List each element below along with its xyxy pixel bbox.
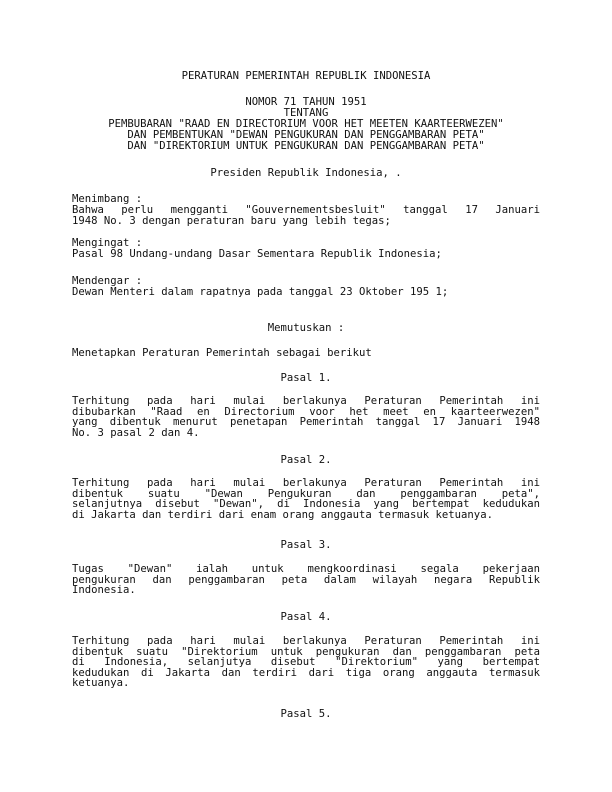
establish-line: Menetapkan Peraturan Pemerintah sebagai berikut: [72, 347, 372, 359]
president-line: Presiden Republik Indonesia, .: [210, 167, 402, 179]
decide-heading: Memutuskan :: [267, 322, 345, 334]
text-line: ketuanya.: [72, 677, 130, 690]
text-line: dibentuk suatu "Direktorium untuk pengukuran dan penggambaran peta: [72, 645, 540, 658]
recalling-heading: Mengingat :: [72, 237, 143, 249]
article-body: [72, 478, 540, 520]
subject-line-2: DAN PEMBENTUKAN "DEWAN PENGUKURAN DAN PENGGAMBARAN PETA": [127, 129, 485, 141]
text-line: Bahwa perlu mengganti "Gouvernementsbesluit" tanggal 17 Januari: [72, 204, 540, 216]
subject-line-1: PEMBUBARAN "RAAD EN DIRECTORIUM VOOR HET MEETEN KAARTEERWEZEN": [108, 118, 504, 130]
article-body: [72, 396, 540, 438]
article-title: Pasal 5.: [280, 708, 332, 720]
text-line: pengukuran dan penggambaran peta dalam wilayah negara Republik: [72, 573, 540, 586]
article-title: Pasal 2.: [280, 454, 332, 466]
hearing-heading: Mendengar :: [72, 275, 143, 287]
document-title: PERATURAN PEMERINTAH REPUBLIK INDONESIA: [181, 70, 431, 82]
text-line: No. 3 pasal 2 dan 4.: [72, 426, 200, 439]
article-title: Pasal 1.: [280, 372, 332, 384]
subject-line-3: DAN "DIREKTORIUM UNTUK PENGUKURAN DAN PENGGAMBARAN PETA": [127, 140, 485, 152]
recalling-text: Pasal 98 Undang-undang Dasar Sementara Republik Indonesia;: [72, 248, 442, 260]
text-line: di Indonesia, selanjutya disebut "Direktorium" yang bertempat: [72, 656, 540, 669]
text-line: selanjutnya disebut "Dewan", di Indonesia yang bertempat kedudukan: [72, 498, 540, 511]
article-body: [72, 564, 540, 596]
text-line: Tugas "Dewan" ialah untuk mengkoordinasi segala pekerjaan: [72, 563, 540, 575]
text-line: dibubarkan "Raad en Directorium voor het meet en kaarteerwezen": [72, 405, 540, 418]
text-line: kedudukan di Jakarta dan terdiri dari tiga orang anggauta termasuk: [72, 666, 540, 679]
about-label: TENTANG: [283, 107, 329, 119]
text-line: Terhitung pada hari mulai berlakunya Peraturan Pemerintah ini: [72, 477, 540, 489]
text-line: di Jakarta dan terdiri dari enam orang anggauta termasuk ketuanya.: [72, 508, 493, 521]
article-title: Pasal 4.: [280, 611, 332, 623]
text-line: dibentuk suatu "Dewan Pengukuran dan penggambaran peta",: [72, 487, 540, 500]
hearing-text: Dewan Menteri dalam rapatnya pada tanggal 23 Oktober 195 1;: [72, 286, 449, 298]
text-line: 1948 No. 3 dengan peraturan baru yang lebih tegas;: [72, 214, 391, 227]
considering-heading: Menimbang :: [72, 193, 143, 205]
regulation-number: NOMOR 71 TAHUN 1951: [245, 96, 367, 108]
considering-text: [72, 205, 540, 226]
text-line: Indonesia.: [72, 584, 136, 597]
text-line: yang dibentuk menurut penetapan Pemerintah tanggal 17 Januari 1948: [72, 416, 540, 429]
article-title: Pasal 3.: [280, 539, 332, 551]
article-body: [72, 636, 540, 689]
text-line: Terhitung pada hari mulai berlakunya Peraturan Pemerintah ini: [72, 395, 540, 407]
text-line: Terhitung pada hari mulai berlakunya Peraturan Pemerintah ini: [72, 635, 540, 647]
